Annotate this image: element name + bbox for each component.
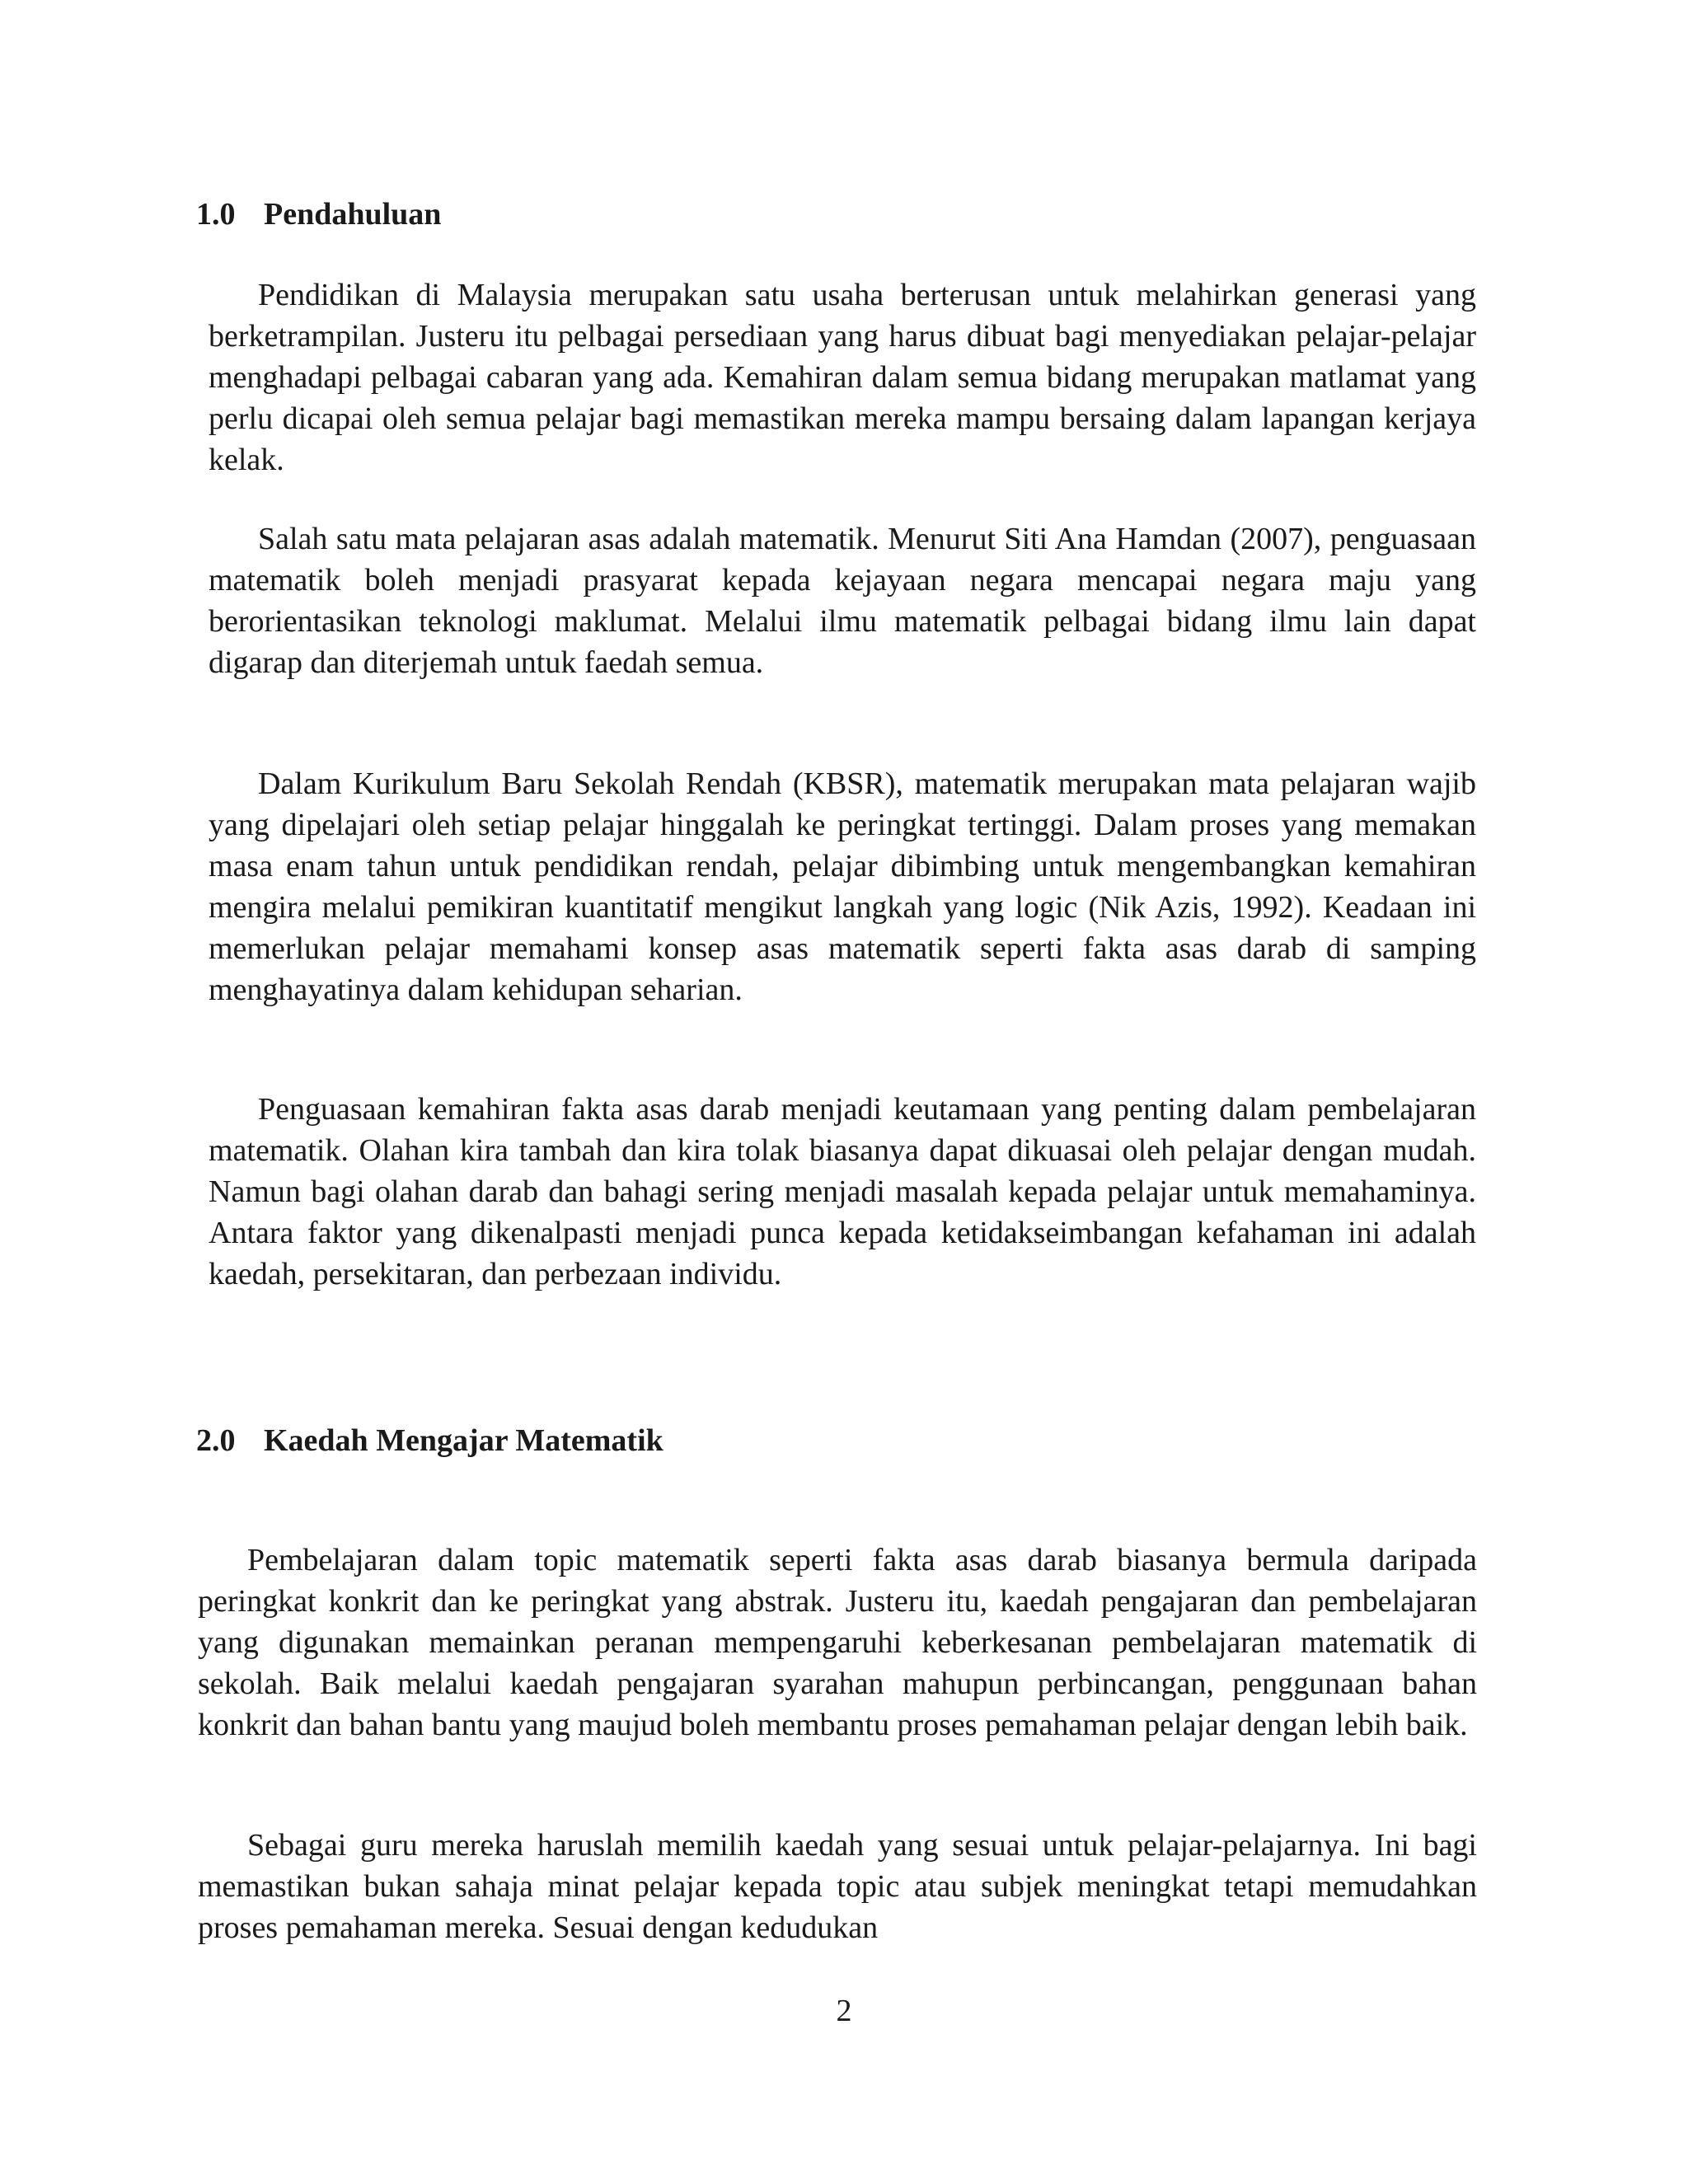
section-heading-2 — [196, 1421, 663, 1460]
section-title: Pendahuluan — [264, 197, 442, 232]
section-number: 1.0 — [196, 197, 236, 232]
paragraph: Dalam Kurikulum Baru Sekolah Rendah (KBSR), matematik merupakan mata pelajaran wajib yang dipelajari oleh setiap pelajar hinggalah ke peringkat tertinggi. Dalam proses yang memakan masa enam tahun untuk pendidikan rendah, pelajar dibimbing untuk mengembangkan kemahiran mengira melalui pemikiran kuantitatif mengikut langkah yang logic (Nik Azis, 1992). Keadaan ini memerlukan pelajar memahami konsep asas matematik seperti fakta asas darab di samping menghayatinya dalam kehidupan seharian. — [209, 766, 1476, 1007]
section-heading-1 — [196, 194, 441, 234]
page-number: 2 — [836, 1994, 852, 2028]
paragraph: Sebagai guru mereka haruslah memilih kaedah yang sesuai untuk pelajar-pelajarnya. Ini bagi memastikan bukan sahaja minat pelajar kepada topic atau subjek meningkat tetapi memudahkan proses pemahaman mereka. Sesuai dengan kedudukan — [198, 1828, 1477, 1945]
paragraph: Salah satu mata pelajaran asas adalah matematik. Menurut Siti Ana Hamdan (2007), penguasaan matematik boleh menjadi prasyarat kepada kejayaan negara mencapai negara maju yang berorientasikan teknologi maklumat. Melalui ilmu matematik pelbagai bidang ilmu lain dapat digarap dan diterjemah untuk faedah semua. — [209, 522, 1476, 680]
paragraph: Penguasaan kemahiran fakta asas darab menjadi keutamaan yang penting dalam pembelajaran matematik. Olahan kira tambah dan kira tolak biasanya dapat dikuasai oleh pelajar dengan mudah. Namun bagi olahan darab dan bahagi sering menjadi masalah kepada pelajar untuk memahaminya. Antara faktor yang dikenalpasti menjadi punca kepada ketidakseimbangan kefahaman ini adalah kaedah, persekitaran, dan perbezaan individu. — [209, 1092, 1476, 1291]
paragraph: Pendidikan di Malaysia merupakan satu usaha berterusan untuk melahirkan generasi yang berketrampilan. Justeru itu pelbagai persediaan yang harus dibuat bagi menyediakan pelajar-pelajar menghadapi pelbagai cabaran yang ada. Kemahiran dalam semua bidang merupakan matlamat yang perlu dicapai oleh semua pelajar bagi memastikan mereka mampu bersaing dalam lapangan kerjaya kelak. — [209, 278, 1476, 477]
section-number: 2.0 — [196, 1423, 236, 1458]
paragraph: Pembelajaran dalam topic matematik seperti fakta asas darab biasanya bermula daripada peringkat konkrit dan ke peringkat yang abstrak. Justeru itu, kaedah pengajaran dan pembelajaran yang digunakan memainkan peranan mempengaruhi keberkesanan pembelajaran matematik di sekolah. Baik melalui kaedah pengajaran syarahan mahupun perbincangan, penggunaan bahan konkrit dan bahan bantu yang maujud boleh membantu proses pemahaman pelajar dengan lebih baik. — [198, 1543, 1477, 1742]
section-title: Kaedah Mengajar Matematik — [264, 1423, 663, 1458]
